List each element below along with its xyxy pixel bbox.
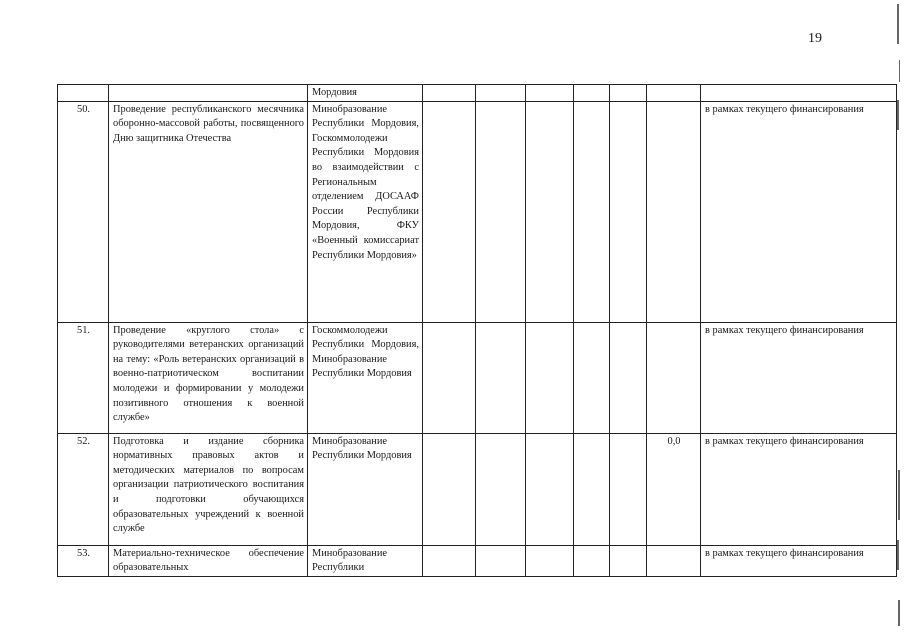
executor: Минобразование Республики [308, 545, 423, 576]
page-number: 19 [808, 31, 822, 46]
row-number: 53. [58, 545, 109, 576]
event-description: Материально-техническое обеспечение образовательных [109, 545, 308, 576]
row-number: 51. [58, 322, 109, 433]
table-row [58, 322, 897, 433]
table-row [58, 545, 897, 576]
funding-note: в рамках текущего финансирования [701, 322, 897, 433]
scan-edge-marks [891, 0, 905, 640]
event-description: Проведение «круглого стола» с руководителями ветеранских организаций на тему: «Роль ветеранских организаций в военно-патриотическом воспитании молодежи и формировании у молодежи позитивного отношения к военной службе» [109, 322, 308, 433]
funding-value [647, 545, 701, 576]
funding-value: 0,0 [647, 433, 701, 545]
table-row [58, 101, 897, 322]
event-description: Проведение республиканского месячника оборонно-массовой работы, посвященного Дню защитника Отечества [109, 101, 308, 322]
activities-table [57, 84, 897, 577]
executor: Минобразование Республики Мордовия, Госкоммолодежи Республики Мордовия во взаимодействии с Региональным отделением ДОСААФ России Республики Мордовия, ФКУ «Военный комиссариат Республики Мордовия» [308, 101, 423, 322]
funding-note: в рамках текущего финансирования [701, 101, 897, 322]
funding-value [647, 322, 701, 433]
funding-note: в рамках текущего финансирования [701, 433, 897, 545]
executor: Госкоммолодежи Республики Мордовия, Минобразование Республики Мордовия [308, 322, 423, 433]
continuation-row [58, 85, 897, 102]
continuation-executor: Мордовия [308, 85, 423, 102]
table-row [58, 433, 897, 545]
funding-note: в рамках текущего финансирования [701, 545, 897, 576]
row-number: 52. [58, 433, 109, 545]
funding-value [647, 101, 701, 322]
executor: Минобразование Республики Мордовия [308, 433, 423, 545]
event-description: Подготовка и издание сборника нормативных правовых актов и методических материалов по вопросам организации патриотического воспитания и подготовки обучающихся образовательных учреждений к военной службе [109, 433, 308, 545]
row-number: 50. [58, 101, 109, 322]
